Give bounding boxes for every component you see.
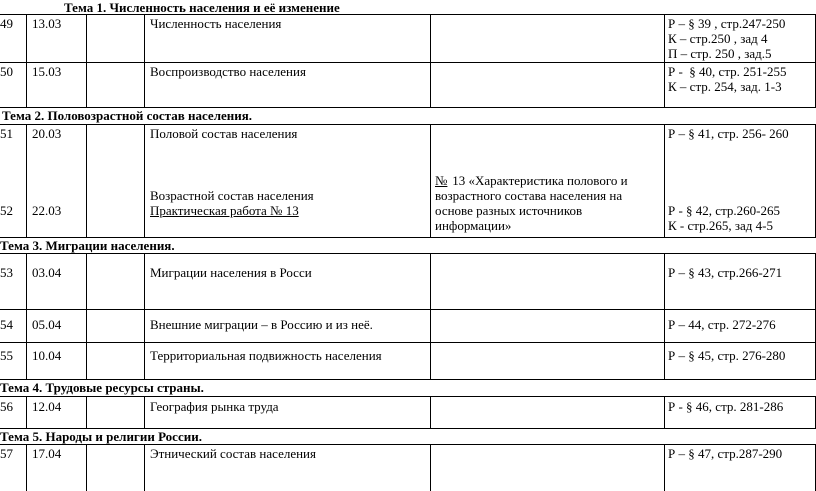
- column-rule: [664, 444, 665, 491]
- section-heading: Тема 1. Численность населения и её изменение: [64, 0, 340, 15]
- practical-number: №: [435, 173, 448, 188]
- lesson-number: 52: [0, 203, 13, 218]
- lesson-reference: Р – § 43, стр.266-271: [668, 265, 783, 280]
- lesson-reference: К – стр.250 , зад 4: [668, 31, 768, 46]
- lesson-date: 12.04: [32, 399, 62, 414]
- column-rule: [664, 396, 665, 428]
- table-rule: [0, 253, 816, 254]
- lesson-reference: П – стр. 250 , зад.5: [668, 46, 772, 61]
- lesson-date: 22.03: [32, 203, 62, 218]
- lesson-date: 17.04: [32, 446, 62, 461]
- lesson-number: 54: [0, 317, 13, 332]
- lesson-number: 56: [0, 399, 13, 414]
- lesson-reference: Р – § 41, стр. 256- 260: [668, 126, 789, 141]
- column-rule: [664, 14, 665, 107]
- column-rule: [26, 124, 27, 237]
- lesson-topic: География рынка труда: [150, 399, 279, 414]
- lesson-number: 50: [0, 64, 13, 79]
- practical-description: основе разных источников: [435, 203, 583, 218]
- lesson-reference: Р – 44, стр. 272-276: [668, 317, 776, 332]
- lesson-topic: Численность населения: [150, 16, 282, 31]
- column-rule: [144, 396, 145, 428]
- lesson-reference: Р - § 42, стр.260-265: [668, 203, 780, 218]
- practical-description: возрастного состава населения на: [435, 188, 623, 203]
- table-rule: [0, 396, 816, 397]
- lesson-date: 03.04: [32, 265, 62, 280]
- lesson-date: 05.04: [32, 317, 62, 332]
- lesson-number: 55: [0, 348, 13, 363]
- lesson-date: 10.04: [32, 348, 62, 363]
- column-rule: [26, 396, 27, 428]
- lesson-number: 53: [0, 265, 13, 280]
- lesson-number: 51: [0, 126, 13, 141]
- practical-work-link[interactable]: Практическая работа № 13: [150, 203, 299, 218]
- column-rule: [144, 444, 145, 491]
- lesson-topic: Этнический состав населения: [150, 446, 316, 461]
- section-heading: Тема 3. Миграции населения.: [0, 238, 175, 253]
- column-rule: [26, 253, 27, 379]
- lesson-topic: Территориальная подвижность населения: [150, 348, 382, 363]
- lesson-reference: Р - § 46, стр. 281-286: [668, 399, 784, 414]
- column-rule: [430, 253, 431, 379]
- column-rule: [86, 14, 87, 107]
- column-rule: [86, 124, 87, 237]
- lesson-date: 13.03: [32, 16, 62, 31]
- lesson-reference: Р - § 40, стр. 251-255: [668, 64, 787, 79]
- lesson-reference: К - стр.265, зад 4-5: [668, 218, 773, 233]
- lesson-reference: К – стр. 254, зад. 1-3: [668, 79, 782, 94]
- section-heading: Тема 5. Народы и религии России.: [0, 429, 202, 444]
- column-rule: [430, 124, 431, 237]
- table-rule: [0, 444, 816, 445]
- column-rule: [430, 444, 431, 491]
- column-rule: [144, 253, 145, 379]
- column-rule: [26, 14, 27, 107]
- table-rule: [0, 342, 816, 343]
- column-rule: [430, 396, 431, 428]
- column-rule: [144, 124, 145, 237]
- column-rule: [664, 124, 665, 237]
- lesson-topic: Миграции населения в Росси: [150, 265, 312, 280]
- lesson-topic: Половой состав населения: [150, 126, 298, 141]
- column-rule: [86, 444, 87, 491]
- lesson-date: 20.03: [32, 126, 62, 141]
- lesson-number: 57: [0, 446, 13, 461]
- lesson-date: 15.03: [32, 64, 62, 79]
- section-heading: Тема 2. Половозрастной состав населения.: [2, 108, 253, 123]
- column-rule: [26, 444, 27, 491]
- lesson-topic: Внешние миграции – в Россию и из неё.: [150, 317, 373, 332]
- section-heading: Тема 4. Трудовые ресурсы страны.: [0, 380, 204, 395]
- lesson-reference: Р – § 47, стр.287-290: [668, 446, 783, 461]
- lesson-topic: Возрастной состав населения: [150, 188, 314, 203]
- table-rule: [0, 62, 816, 63]
- practical-description: информации»: [435, 218, 512, 233]
- table-rule: [0, 309, 816, 310]
- column-rule: [430, 14, 431, 107]
- lesson-reference: Р – § 45, стр. 276-280: [668, 348, 786, 363]
- column-rule: [144, 14, 145, 107]
- practical-description: 13 «Характеристика полового и: [449, 173, 628, 188]
- column-rule: [664, 253, 665, 379]
- column-rule: [86, 396, 87, 428]
- column-rule: [86, 253, 87, 379]
- table-rule: [0, 124, 816, 125]
- lesson-topic: Воспроизводство населения: [150, 64, 306, 79]
- lesson-number: 49: [0, 16, 13, 31]
- lesson-reference: Р – § 39 , стр.247-250: [668, 16, 786, 31]
